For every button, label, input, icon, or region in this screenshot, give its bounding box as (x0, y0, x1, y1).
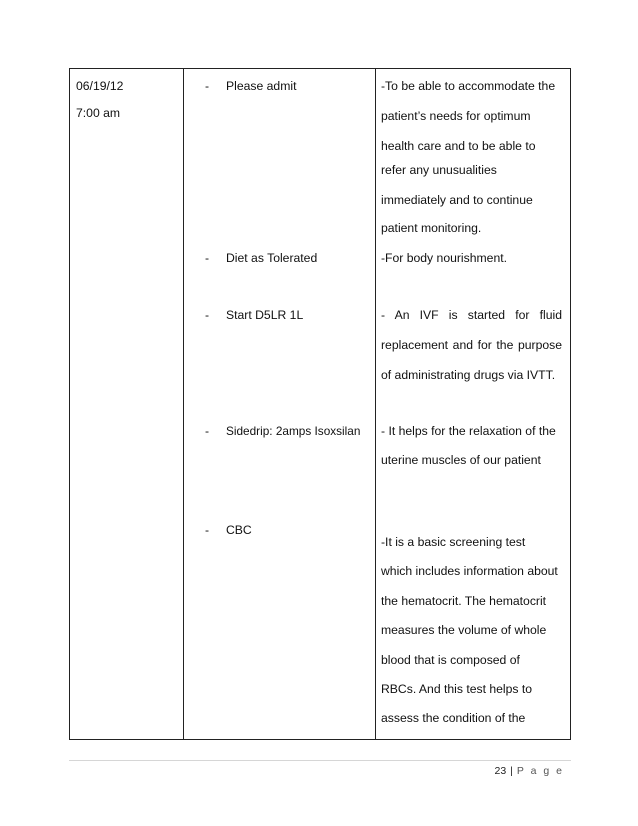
rationale-line: - It helps for the relaxation of the (381, 424, 556, 438)
rationale-line: refer any unusualities (381, 163, 497, 177)
page-label: P a g e (516, 765, 564, 777)
rationale-line: assess the condition of the (381, 711, 526, 725)
rationale-line: uterine muscles of our patient (381, 453, 541, 467)
footer-separator: | (510, 765, 513, 777)
column-divider (375, 69, 376, 739)
order-text: Diet as Tolerated (226, 251, 318, 265)
rationale-line: which includes information about (381, 564, 558, 578)
rationale-line: RBCs. And this test helps to (381, 682, 533, 696)
order-text: CBC (226, 523, 252, 537)
footer-rule (69, 760, 571, 761)
rationale-line: blood that is composed of (381, 653, 520, 667)
bullet-dash: - (205, 251, 210, 265)
order-time: 7:00 am (76, 106, 121, 120)
rationale-line: immediately and to continue (381, 193, 533, 207)
page-number: 23 (494, 765, 507, 777)
rationale-line: the hematocrit. The hematocrit (381, 594, 547, 608)
bullet-dash: - (205, 79, 210, 93)
column-divider (183, 69, 184, 739)
rationale-line: - An IVF is started for fluid (381, 308, 562, 322)
order-text: Start D5LR 1L (226, 308, 304, 322)
page-footer (494, 765, 564, 777)
rationale-line: replacement and for the purpose (381, 338, 562, 352)
bullet-dash: - (205, 308, 210, 322)
order-date: 06/19/12 (76, 79, 124, 93)
rationale-line: of administrating drugs via IVTT. (381, 368, 556, 382)
rationale-line: patient monitoring. (381, 221, 482, 235)
rationale-line: -To be able to accommodate the (381, 79, 556, 93)
rationale-line: -It is a basic screening test (381, 535, 526, 549)
rationale-line: -For body nourishment. (381, 251, 507, 265)
bullet-dash: - (205, 424, 210, 438)
bullet-dash: - (205, 523, 210, 537)
order-text: Sidedrip: 2amps Isoxsilan (226, 424, 361, 438)
rationale-line: health care and to be able to (381, 139, 536, 153)
rationale-line: measures the volume of whole (381, 623, 547, 637)
order-text: Please admit (226, 79, 297, 93)
rationale-line: patient’s needs for optimum (381, 109, 531, 123)
